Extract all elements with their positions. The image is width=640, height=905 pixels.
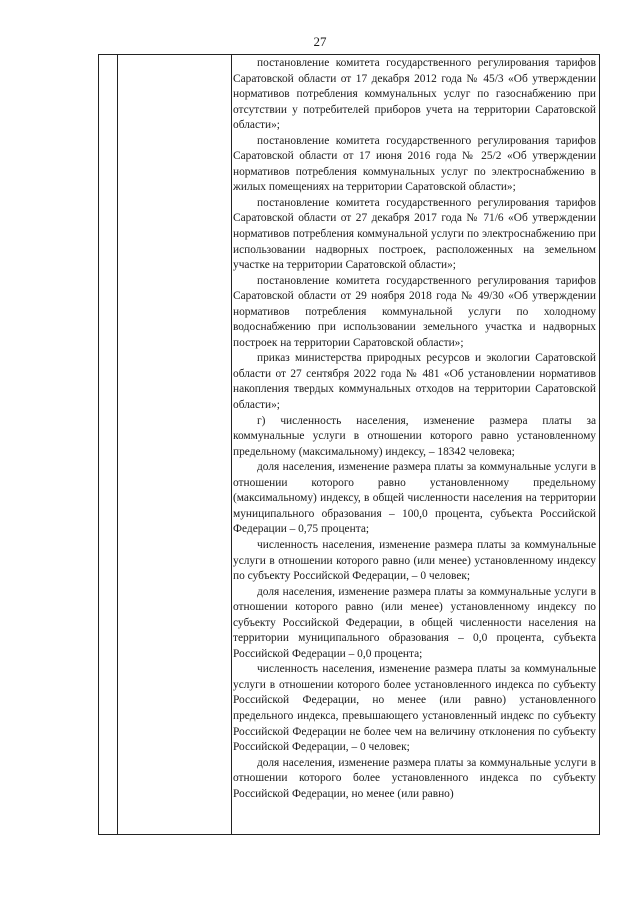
- paragraph: постановление комитета государственного регулирования тарифов Саратовской области от 17 июня 2016 года № 25/2 «Об утверждении нормативов потребления коммунальных услуг по электроснабжению в жилых помещениях на территории Саратовской области»;: [233, 134, 596, 194]
- paragraph: доля населения, изменение размера платы за коммунальные услуги в отношении которого равно установленному предельному (максимальному) индексу, в общей численности населения на территории муниципального образования – 100,0 процента, субъекта Российской Федерации – 0,75 процента;: [233, 461, 596, 536]
- paragraph: доля населения, изменение размера платы за коммунальные услуги в отношении которого более установленного индекса по субъекту Российской Федерации, но менее (или равно): [233, 756, 596, 800]
- page-number: 27: [313, 34, 327, 49]
- paragraph: г) численность населения, изменение размера платы за коммунальные услуги в отношении которого равно установленному предельному (максимальному) индексу, – 18342 человека;: [233, 414, 596, 458]
- table-column-divider: [231, 55, 232, 834]
- paragraph: постановление комитета государственного регулирования тарифов Саратовской области от 27 декабря 2017 года № 71/6 «Об утверждении нормативов потребления коммунальной услуги по электроснабжению при использовании надворных построек, расположенных на земельном участке на территории Саратовской области»;: [233, 196, 596, 272]
- paragraph: численность населения, изменение размера платы за коммунальные услуги в отношении которого равно (или менее) установленному индексу по субъекту Российской Федерации, – 0 человек;: [233, 538, 596, 583]
- paragraph: приказ министерства природных ресурсов и экологии Саратовской области от 27 сентября 2022 года № 481 «Об установлении нормативов накопления твердых коммунальных отходов на территории Саратовской области»;: [233, 352, 596, 412]
- paragraph: постановление комитета государственного регулирования тарифов Саратовской области от 17 декабря 2012 года № 45/3 «Об утверждении нормативов потребления коммунальных услуг по газоснабжению при отсутствии у потребителей приборов учета на территории Саратовской области»;: [233, 57, 596, 132]
- table-column-divider: [117, 55, 118, 834]
- document-table: [98, 54, 600, 835]
- table-text-cell: [233, 56, 596, 802]
- paragraph: численность населения, изменение размера платы за коммунальные услуги в отношении которого более установленного индекса по субъекту Российской Федерации, но менее (или равно) установленного предельного индекса, превышающего установленный индекс по субъекту Российской Федерации не более чем на величину отклонения по субъекту Российской Федерации, – 0 человек;: [233, 663, 596, 754]
- paragraph: доля населения, изменение размера платы за коммунальные услуги в отношении которого равно (или менее) установленному индексу по субъекту Российской Федерации, в общей численности населения на территории муниципального образования – 0,0 процента, субъекта Российской Федерации – 0,0 процента;: [233, 585, 596, 660]
- paragraph: постановление комитета государственного регулирования тарифов Саратовской области от 29 ноября 2018 года № 49/30 «Об утверждении нормативов потребления коммунальной услуги по холодному водоснабжению при использовании земельного участка и надворных построек на территории Саратовской области»;: [233, 274, 596, 349]
